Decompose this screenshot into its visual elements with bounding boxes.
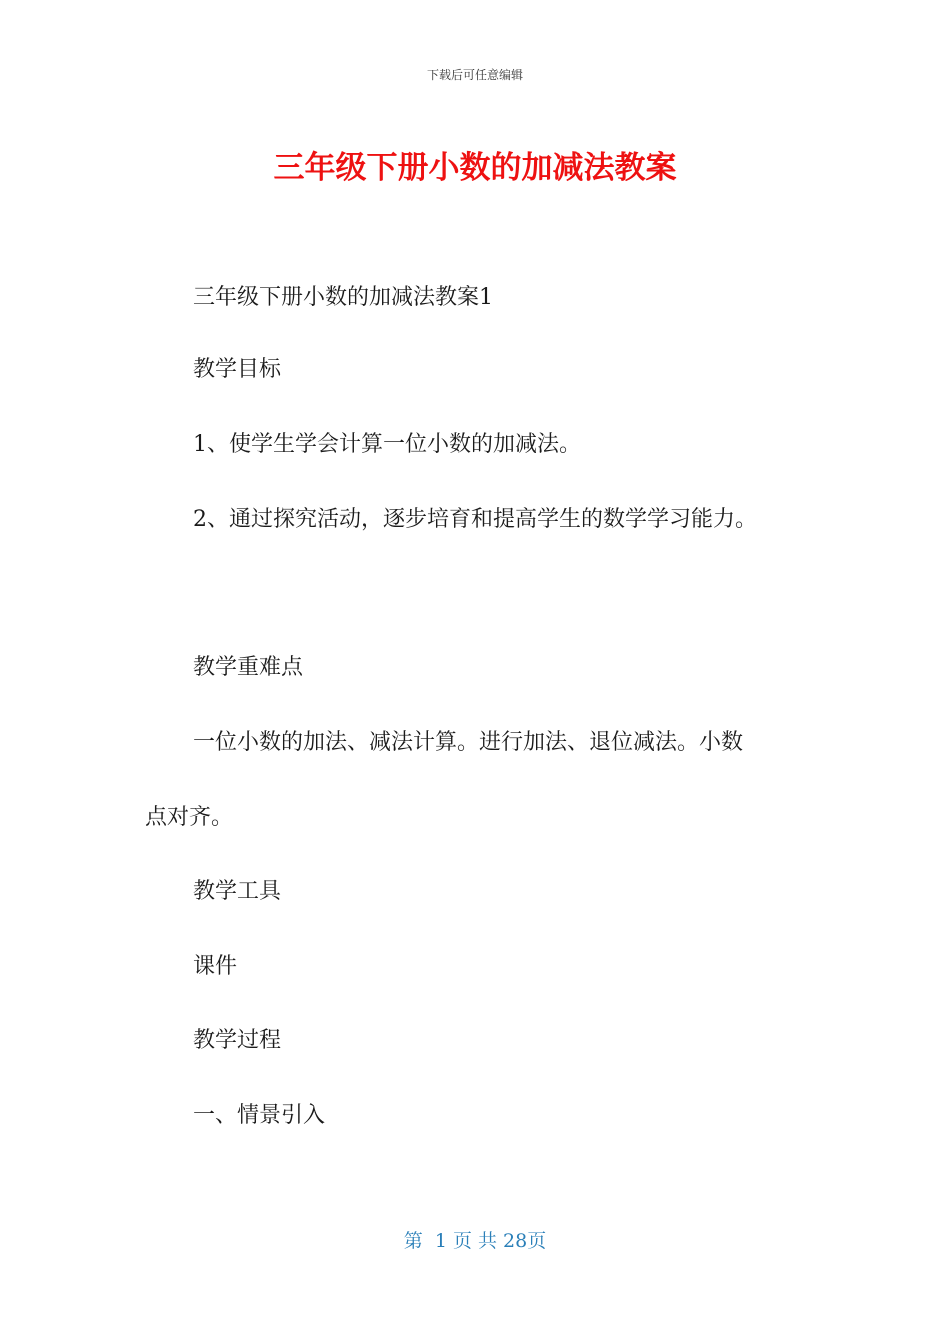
goal-item-1: 1、使学生学会计算一位小数的加减法。: [193, 432, 581, 457]
key-points-text-line-1: 一位小数的加法、减法计算。进行加法、退位减法。小数: [193, 730, 744, 755]
document-title: 三年级下册小数的加减法教案: [273, 150, 677, 186]
heading-teaching-tools: 教学工具: [193, 879, 282, 904]
key-points-text-line-2: 点对齐。: [145, 805, 234, 830]
tools-text: 课件: [193, 954, 238, 979]
section-heading-lesson-1: 三年级下册小数的加减法教案1: [193, 285, 493, 310]
page-footer: 第 1 页 共 28页: [403, 1230, 547, 1252]
goal-item-2: 2、通过探究活动，逐步培育和提高学生的数学学习能力。: [193, 507, 757, 532]
heading-teaching-process: 教学过程: [193, 1028, 282, 1053]
process-step-1: 一、情景引入: [193, 1103, 326, 1128]
heading-teaching-goals: 教学目标: [193, 357, 282, 382]
heading-key-points: 教学重难点: [193, 655, 304, 680]
header-note: 下载后可任意编辑: [426, 68, 523, 82]
